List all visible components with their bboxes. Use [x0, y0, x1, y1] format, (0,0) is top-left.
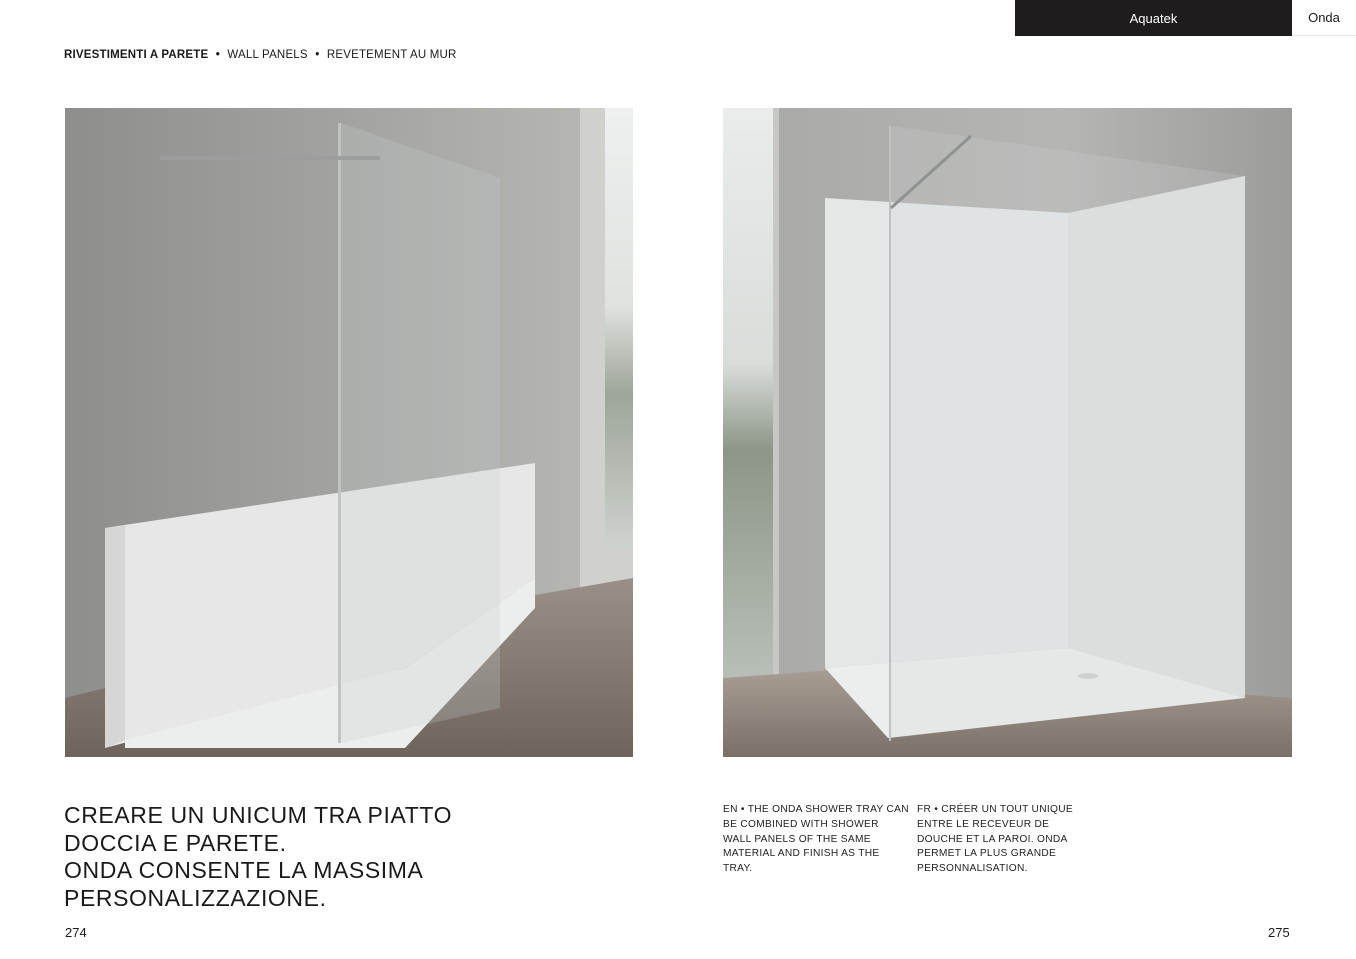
top-tab-bar	[1015, 0, 1356, 36]
headline-line: DOCCIA E PARETE.	[64, 829, 287, 856]
walk-in-shower-photo-icon	[723, 108, 1292, 757]
page-number-left: 274	[65, 925, 87, 940]
shower-photo-left	[65, 108, 633, 757]
headline-line: PERSONALIZZAZIONE.	[64, 884, 327, 911]
bullet-separator: •	[215, 49, 220, 61]
headline-line: ONDA CONSENTE LA MASSIMA	[64, 857, 424, 883]
headline-line: CREARE UN UNICUM TRA PIATTO	[64, 802, 453, 828]
description-en: EN • THE ONDA SHOWER TRAY CAN BE COMBINED WITH SHOWER WALL PANELS OF THE SAME MATERIAL AND FINISH AS THE TRAY.	[723, 804, 909, 875]
section-title-it: RIVESTIMENTI A PARETE	[64, 49, 209, 61]
tab-brand[interactable]: Aquatek	[1015, 0, 1292, 36]
tab-product[interactable]: Onda	[1292, 0, 1356, 36]
shower-photo-right	[723, 108, 1292, 757]
section-title-en: WALL PANELS	[227, 49, 308, 61]
description-fr: FR • CRÉER UN TOUT UNIQUE ENTRE LE RECEVEUR DE DOUCHE ET LA PAROI. ONDA PERMET LA PLUS GRANDE PERSONNALISATION.	[917, 804, 1073, 875]
headline	[64, 802, 452, 912]
section-title-fr: REVETEMENT AU MUR	[326, 49, 457, 61]
bullet-separator: •	[315, 49, 320, 61]
section-header	[64, 49, 457, 61]
page-number-right: 275	[1268, 925, 1290, 940]
walk-in-shower-photo-icon	[65, 108, 633, 757]
